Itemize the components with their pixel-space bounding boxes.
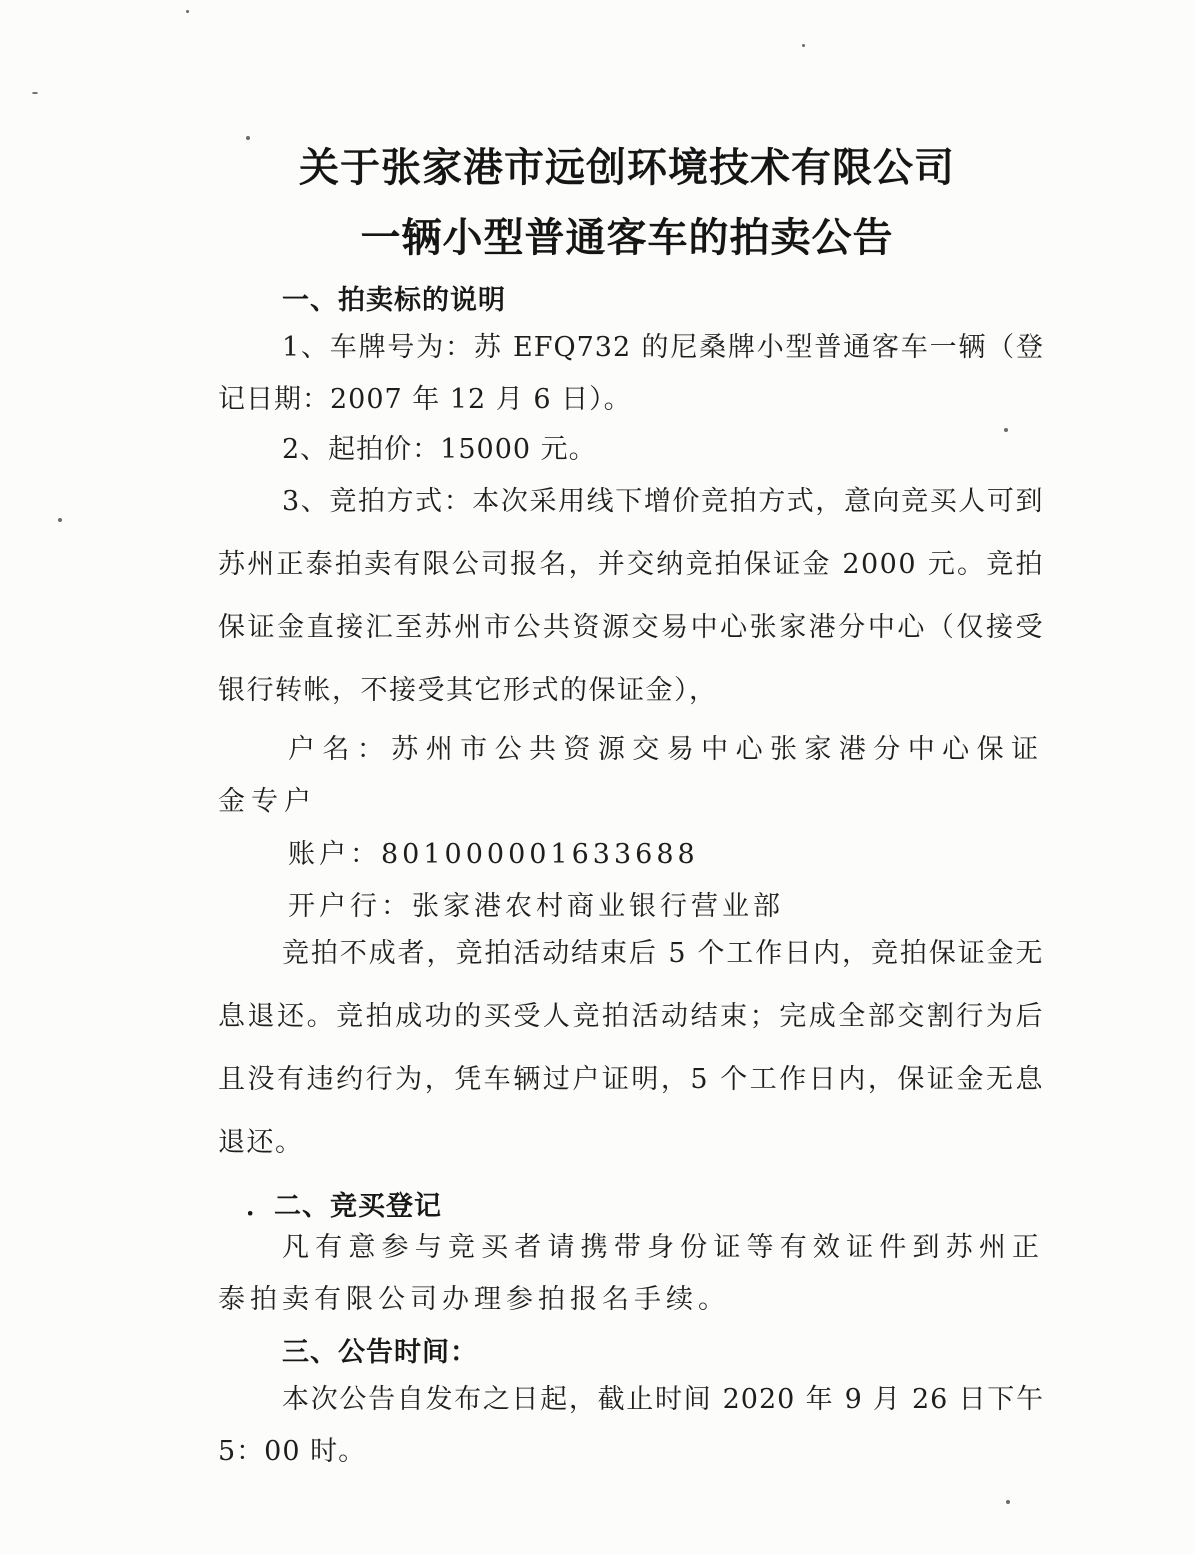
deposit-refund-paragraph: 竞拍不成者，竞拍活动结束后 5 个工作日内，竞拍保证金无息退还。竞拍成功的买受人竞拍活动结束；完成全部交割行为后且没有违约行为，凭车辆过户证明，5 个工作日内，保证金无息退还。 <box>218 938 1044 1158</box>
scan-speck <box>246 136 250 140</box>
bank-name: 开户行：张家港农村商业银行营业部 <box>288 891 784 922</box>
scan-speck <box>186 10 189 13</box>
scan-speck <box>58 518 62 522</box>
account-name: 户名：苏州市公共资源交易中心张家港分中心保证金专户 <box>218 734 1044 817</box>
scan-speck <box>1006 1500 1010 1504</box>
document-title-line-2: 一辆小型普通客车的拍卖公告 <box>360 215 894 261</box>
section-1-item-2: 2、起拍价：15000 元。 <box>282 434 597 465</box>
section-3-body: 本次公告自发布之日起，截止时间 2020 年 9 月 26 日下午 5：00 时。 <box>218 1384 1044 1467</box>
account-number: 账户：801000001633688 <box>288 839 699 870</box>
scan-speck <box>802 44 805 47</box>
scan-speck <box>32 92 38 94</box>
section-2-heading: ．二、竞买登记 <box>246 1191 442 1222</box>
document-title-line-1: 关于张家港市远创环境技术有限公司 <box>299 145 955 191</box>
scan-speck <box>1004 428 1008 432</box>
section-1-item-1: 1、车牌号为：苏 EFQ732 的尼桑牌小型普通客车一辆（登记日期：2007 年 12 月 6 日）。 <box>218 332 1044 415</box>
section-2-body: 凡有意参与竞买者请携带身份证等有效证件到苏州正泰拍卖有限公司办理参拍报名手续。 <box>218 1232 1044 1315</box>
section-1-heading: 一、拍卖标的说明 <box>282 285 506 316</box>
section-3-heading: 三、公告时间： <box>282 1337 478 1368</box>
section-1-item-3: 3、竞拍方式：本次采用线下增价竞拍方式，意向竞买人可到苏州正泰拍卖有限公司报名，并交纳竞拍保证金 2000 元。竞拍保证金直接汇至苏州市公共资源交易中心张家港分中心（仅接受银行转帐，不接受其它形式的保证金）， <box>218 486 1044 706</box>
